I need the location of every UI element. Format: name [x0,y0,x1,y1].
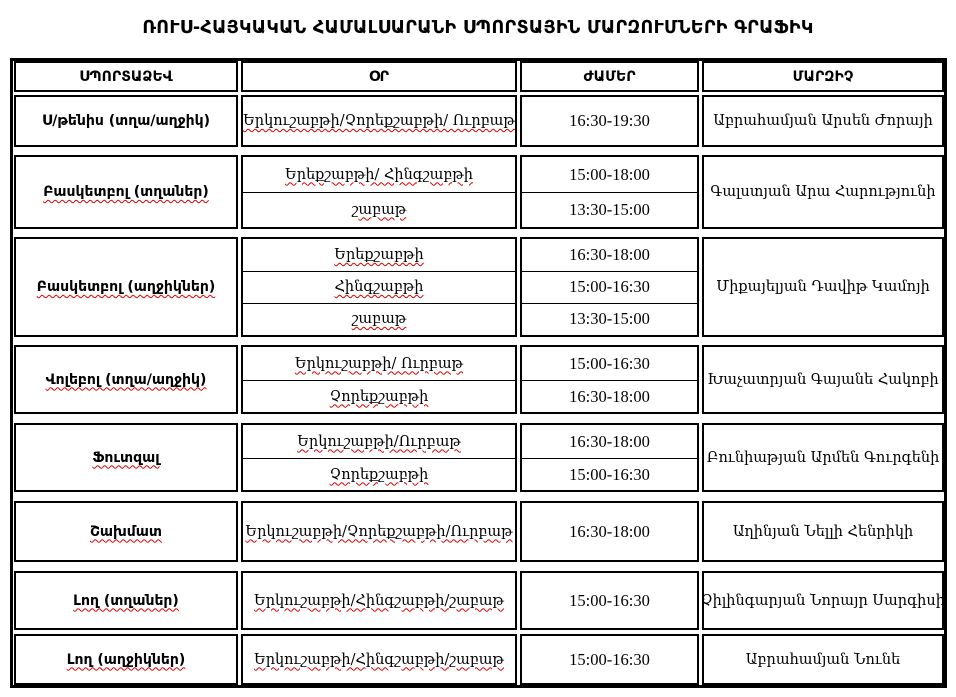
training-day [243,458,515,491]
training-time-text: 16:30-19:30 [569,111,650,130]
training-day-text: Երկուշաբթի/Չորեքշաբթի/Ուրբաթ [245,523,513,540]
header-coach [704,62,942,91]
training-day [243,347,515,380]
training-day [243,192,515,227]
sport-name [16,424,236,491]
sport-name-text: Վոլեբոլ (տղա/աղջիկ) [45,371,207,388]
training-time-text: 16:30-18:00 [569,245,650,264]
training-time [522,157,697,192]
header-day [243,62,515,91]
training-time-text: 16:30-18:00 [569,386,650,406]
training-day [243,239,515,271]
coach-name-text: Աղինյան Նելլի Հենրիկի [732,523,914,540]
training-day-text: Չորեքշաբթի [329,466,429,483]
training-time [522,303,697,335]
coach-name-text: Աբրահամյան Արսեն Ժորայի [713,113,933,129]
training-day-text: Չորեքշաբթի [329,388,429,405]
training-time [522,636,697,683]
coach-name [704,424,942,491]
training-day [243,636,515,683]
coach-name-text: Չիլինգարյան Նորայր Սարգիսի [701,592,945,609]
training-time-text: 15:00-16:30 [569,590,650,610]
training-day-text: շաբաթ [351,311,407,327]
training-day [243,97,515,145]
sport-name [16,635,236,684]
training-day [243,573,515,628]
header-coach-text: ՄԱՐԶԻՉ [792,68,854,85]
training-time-text: 16:30-18:00 [569,431,650,451]
coach-name [704,156,942,228]
training-time-text: 16:30-18:00 [569,521,650,541]
training-time-text: 15:00-18:00 [569,164,650,184]
training-time [522,503,697,560]
training-time [522,271,697,303]
training-time [522,239,697,271]
training-day-text: Հինգշաբթի [334,279,424,295]
coach-name [704,96,942,146]
training-day-text: Երկուշաբթի/Հինգշաբթի/շաբաթ [254,592,504,609]
training-day-text: Երկուշաբթի/ Ուրբաթ [294,355,464,372]
training-day [243,425,515,458]
header-time [522,62,697,91]
training-time-text: 15:00-16:30 [569,464,650,484]
training-day-text: Երկուշաբթի/Ուրբաթ [297,433,461,450]
training-time-text: 13:30-15:00 [569,199,650,219]
header-sport [16,62,236,91]
coach-name-text: Գալստյան Արա Հարությունի [710,184,936,200]
coach-name [701,572,945,629]
sport-name-text: Ֆուտզալ [92,449,160,466]
training-time-text: 15:00-16:30 [569,353,650,373]
sport-name [16,156,236,228]
header-sport-text: ՍՊՈՐՏԱՁԵՎ [79,68,173,85]
training-day [243,380,515,413]
header-day-text: ՕՐ [369,68,389,85]
training-time-text: 15:00-16:30 [569,277,650,296]
training-day-text: Երեքշաբթի/ Հինգշաբթի [285,166,473,183]
coach-name-text: Բունիաթյան Արմեն Գուրգենի [706,449,940,466]
training-time [522,380,697,413]
sport-name-text: Ս/թենիս (տղա/աղջիկ) [41,113,211,129]
training-day-text: Երեքշաբթի [334,247,424,263]
coach-name-text: Միքայելյան Դավիթ Կամոյի [716,279,930,295]
sport-name-text: Բասկետբոլ (տղաներ) [43,184,209,200]
training-day [243,303,515,335]
coach-name [704,346,942,413]
training-time [522,573,697,628]
training-time [522,347,697,380]
coach-name-text: Աբրահամյան Նունե [745,651,901,668]
training-time-text: 13:30-15:00 [569,309,650,328]
sport-name [16,96,236,146]
training-time [522,458,697,491]
coach-name [704,502,942,561]
training-day [243,503,515,560]
sport-name [16,238,236,336]
training-day-text: Երկուշաբթի/Հինգշաբթի/շաբաթ [254,651,504,668]
sport-name-text: Բասկետբոլ (աղջիկներ) [36,279,216,295]
training-time [522,97,697,145]
coach-name [704,238,942,336]
sport-name-text: Շախմատ [89,523,163,540]
sport-name [16,346,236,413]
coach-name [704,635,942,684]
sport-name [16,572,236,629]
training-day-text: Երկուշաբթի/Չորեքշաբթի/ Ուրբաթ [243,113,515,129]
sport-name-text: Լող (տղաներ) [73,592,179,609]
training-day-text: շաբաթ [351,201,407,218]
training-time [522,425,697,458]
sport-name-text: Լող (աղջիկներ) [66,651,186,668]
sport-name [16,502,236,561]
training-day [243,157,515,192]
header-time-text: ԺԱՄԵՐ [583,68,636,85]
coach-name-text: Խաչատրյան Գայանե Հակոբի [707,371,939,388]
training-time [522,192,697,227]
page-title: ՌՈՒՍ-ՀԱՅԿԱԿԱՆ ՀԱՄԱԼՍԱՐԱՆԻ ՍՊՈՐՏԱՅԻՆ ՄԱՐԶՈՒՄՆԵՐԻ ԳՐԱՖԻԿ [142,18,814,38]
training-day [243,271,515,303]
training-time-text: 15:00-16:30 [569,649,650,669]
